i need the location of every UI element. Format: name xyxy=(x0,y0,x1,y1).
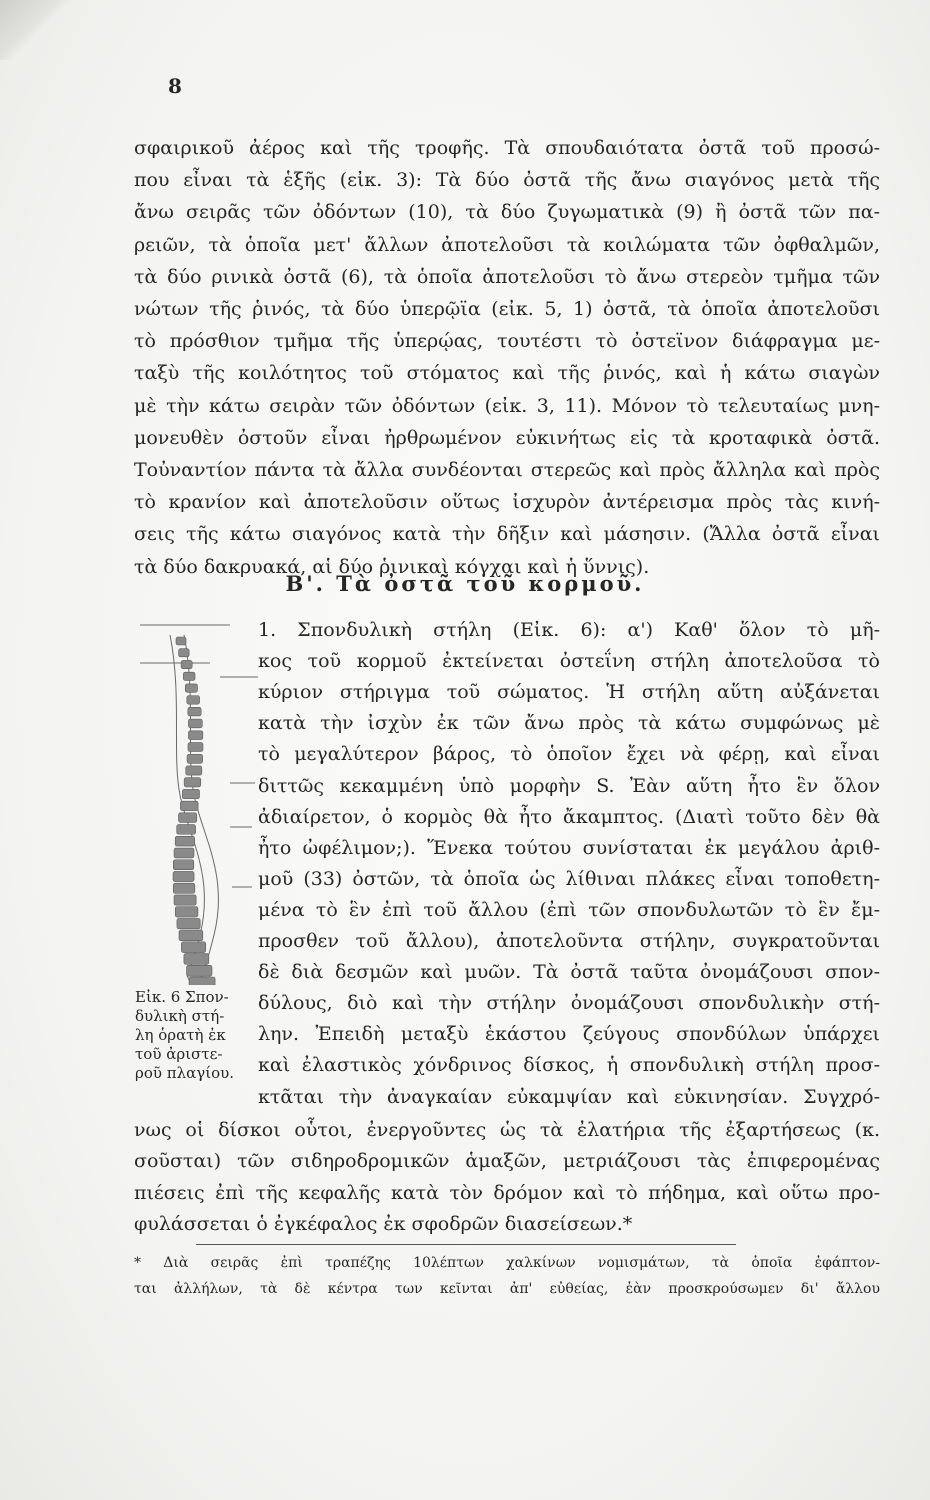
vertebra xyxy=(184,954,209,965)
vertebra xyxy=(177,918,200,928)
body-line: μὲ τὴν κάτω σειρὰν τῶν ὀδόντων (εἰκ. 3, 11). Μόνον τὸ τελευταίως μνη- xyxy=(134,394,880,417)
body-line: ταξὺ τῆς κοιλότητος τοῦ στόματος καὶ τῆς ῥινός, καὶ ἡ κάτω σιαγὼν xyxy=(134,362,880,385)
body-line: τὸ κρανίον καὶ ἀποτελοῦσιν οὕτως ἰσχυρὸν ἀντέρεισμα πρὸς τὰς κινή- xyxy=(134,491,880,514)
body-line: τὰ δύο δακρυακά, αἱ δύο ῥινικαὶ κόγχαι καὶ ἡ ὕννις). xyxy=(134,555,650,578)
body-line: τὰ δύο ρινικὰ ὀστᾶ (6), τὰ ὁποῖα ἀποτελοῦσι τὸ ἄνω στερεὸν τμῆμα τῶν xyxy=(134,265,880,288)
body-line: Τοὐναντίον πάντα τὰ ἄλλα συνδέονται στερεῶς καὶ πρὸς ἄλληλα καὶ πρὸς xyxy=(134,459,880,481)
vertebra xyxy=(180,801,198,810)
vertebra xyxy=(173,860,193,870)
body-line: ἀδιαίρετον, ὁ κορμὸς θὰ ἦτο ἄκαμπτος. (Διατὶ τοῦτο δὲν θὰ xyxy=(258,805,880,828)
vertebra xyxy=(189,977,215,985)
caption-line: Εἰκ. 6 Σπον- xyxy=(135,988,229,1006)
vertebra xyxy=(188,743,203,752)
body-line: ρειῶν, τὰ ὁποῖα μετ' ἄλλων ἀποτελοῦσι τὰ κοιλώματα τῶν ὀφθαλμῶν, xyxy=(134,233,880,256)
vertebra xyxy=(187,754,203,763)
body-line: σεις τῆς κάτω σιαγόνος κατὰ τὴν δῆξιν καὶ μάσησιν. (Ἄλλα ὀστᾶ εἶναι xyxy=(134,523,880,546)
body-line: μονευθὲν ὀστοῦν εἶναι ἠρθρωμένον εὐκινήτως εἰς τὰ κροταφικὰ ὀστᾶ. xyxy=(134,426,880,449)
vertebra xyxy=(183,672,195,680)
footnote-line: * Διὰ σειρᾶς ἐπὶ τραπέζης 10λέπτων χαλκίνων νομισμάτων, τὰ ὁποῖα ἐφάπτον- xyxy=(134,1255,880,1271)
caption-line: λη ὁρατὴ ἐκ xyxy=(135,1026,226,1044)
body-line: δύλους, διὸ καὶ τὴν στήλην ὀνομάζουσι σπονδυλικὴν στή- xyxy=(258,992,880,1015)
vertebra xyxy=(173,883,195,893)
vertebra xyxy=(181,942,205,953)
body-line: νώτων τῆς ῥινός, τὰ δύο ὑπερῷϊα (εἰκ. 5, 1) ὀστᾶ, τὰ ὁποῖα ἀποτελοῦσι xyxy=(134,298,880,320)
body-line: λην. Ἐπειδὴ μεταξὺ ἑκάστου ζεύγους σπονδύλων ὑπάρχει xyxy=(258,1023,880,1046)
body-line: κος τοῦ κορμοῦ ἐκτείνεται ὀστεΐνη στήλη ἀποτελοῦσα τὸ xyxy=(258,650,880,673)
vertebra xyxy=(184,778,201,787)
vertebra xyxy=(188,719,202,728)
caption-line: ροῦ πλαγίου. xyxy=(135,1064,234,1082)
body-line: μένα τὸ ἓν ἐπὶ τοῦ ἄλλου (ἐπὶ τῶν σπονδυλωτῶν τὸ ἓν ἔμ- xyxy=(258,898,880,921)
vertebra xyxy=(176,637,186,645)
page-number: 8 xyxy=(168,74,182,98)
body-line: πιέσεις ἐπὶ τῆς κεφαλῆς κατὰ τὸν δρόμον καὶ τὸ πήδημα, καὶ οὕτω προ- xyxy=(134,1181,880,1204)
page-corner-shadow xyxy=(0,0,70,60)
vertebra xyxy=(177,825,196,835)
vertebra xyxy=(181,660,192,668)
vertebra xyxy=(185,684,197,692)
body-line: σοῦσται) τῶν σιδηροδρομικῶν ἁμαξῶν, μετριάζουσι τὰς ἐπιφερομένας xyxy=(134,1150,880,1173)
vertebra xyxy=(187,965,212,976)
vertebra xyxy=(175,907,198,917)
vertebra xyxy=(175,836,194,846)
body-line: φυλάσσεται ὁ ἐγκέφαλος ἐκ σφοδρῶν διασείσεων.* xyxy=(134,1212,633,1235)
caption-line: τοῦ ἀριστε- xyxy=(135,1045,223,1063)
spine-illustration xyxy=(130,615,260,985)
vertebra xyxy=(188,707,201,716)
vertebra xyxy=(174,848,194,858)
body-line: νως οἱ δίσκοι οὗτοι, ἐνεργοῦντες ὡς τὰ ἐλατήρια τῆς ἐξαρτήσεως (κ. xyxy=(134,1119,880,1141)
body-line: προσθεν τοῦ ἄλλου), ἀποτελοῦντα στήλην, συγκρατοῦνται xyxy=(258,930,880,952)
body-line: ἄνω σειρᾶς τῶν ὀδόντων (10), τὰ δύο ζυγωματικὰ (9) ἢ ὀστᾶ τῶν πα- xyxy=(134,201,880,224)
body-line: 1. Σπονδυλικὴ στήλη (Εἰκ. 6): α') Καθ' ὅλον τὸ μῆ- xyxy=(258,619,880,641)
section-heading: Β'. Τὰ ὀστᾶ τοῦ κορμοῦ. xyxy=(285,571,645,596)
body-line: κύριον στήριγμα τοῦ σώματος. Ἡ στήλη αὕτη αὐξάνεται xyxy=(258,681,880,704)
vertebra xyxy=(179,649,190,657)
caption-line: δυλικὴ στή- xyxy=(135,1007,225,1025)
vertebra xyxy=(188,731,202,740)
vertebra xyxy=(174,895,196,905)
vertebra xyxy=(187,696,200,705)
body-line: τὸ πρόσθιον τμῆμα τῆς ὑπερῴας, τουτέστι τὸ ὀστεϊνον διάφραγμα με- xyxy=(134,330,880,353)
vertebra xyxy=(173,871,194,881)
vertebra xyxy=(178,813,196,823)
body-line: σφαιρικοῦ ἀέρος καὶ τῆς τροφῆς. Τὰ σπουδαιότατα ὀστᾶ τοῦ προσώ- xyxy=(134,137,880,159)
body-line: καὶ ἐλαστικὸς χόνδρινος δίσκος, ἡ σπονδυλικὴ στήλη προσ- xyxy=(258,1054,880,1077)
body-line: κτᾶται τὴν ἀναγκαίαν εὐκαμψίαν καὶ εὐκινησίαν. Συγχρό- xyxy=(258,1085,880,1108)
body-line: διττῶς κεκαμμένη ὑπὸ μορφὴν S. Ἐὰν αὕτη ἦτο ἓν ὅλον xyxy=(258,774,880,797)
body-line: μοῦ (33) ὀστῶν, τὰ ὁποῖα ὡς λίθιναι πλάκες εἶναι τοποθετη- xyxy=(258,867,880,890)
body-line: που εἶναι τὰ ἑξῆς (εἰκ. 3): Τὰ δύο ὀστᾶ τῆς ἄνω σιαγόνος μετὰ τῆς xyxy=(134,169,880,192)
footnote-line: ται ἀλλήλων, τὰ δὲ κέντρα των κεῖνται ἀπ' εὐθείας, ἐὰν προσκρούσωμεν δι' ἄλλου xyxy=(134,1281,880,1297)
body-line: δὲ διὰ δεσμῶν καὶ μυῶν. Τὰ ὀστᾶ ταῦτα ὀνομάζουσι σπον- xyxy=(258,961,880,984)
vertebra xyxy=(186,766,202,775)
body-line: ἦτο ὠφέλιμον;). Ἕνεκα τούτου συνίσταται ἐκ μεγάλου ἀριθ- xyxy=(258,836,880,859)
body-line: τὸ μεγαλύτερον βάρος, τὸ ὁποῖον ἔχει νὰ φέρῃ, καὶ εἶναι xyxy=(258,743,880,766)
vertebra xyxy=(179,930,203,941)
body-line: κατὰ τὴν ἰσχὺν ἐκ τῶν ἄνω πρὸς τὰ κάτω συμφώνως μὲ xyxy=(258,712,880,735)
vertebra xyxy=(182,789,199,798)
footnote-rule xyxy=(196,1244,736,1245)
